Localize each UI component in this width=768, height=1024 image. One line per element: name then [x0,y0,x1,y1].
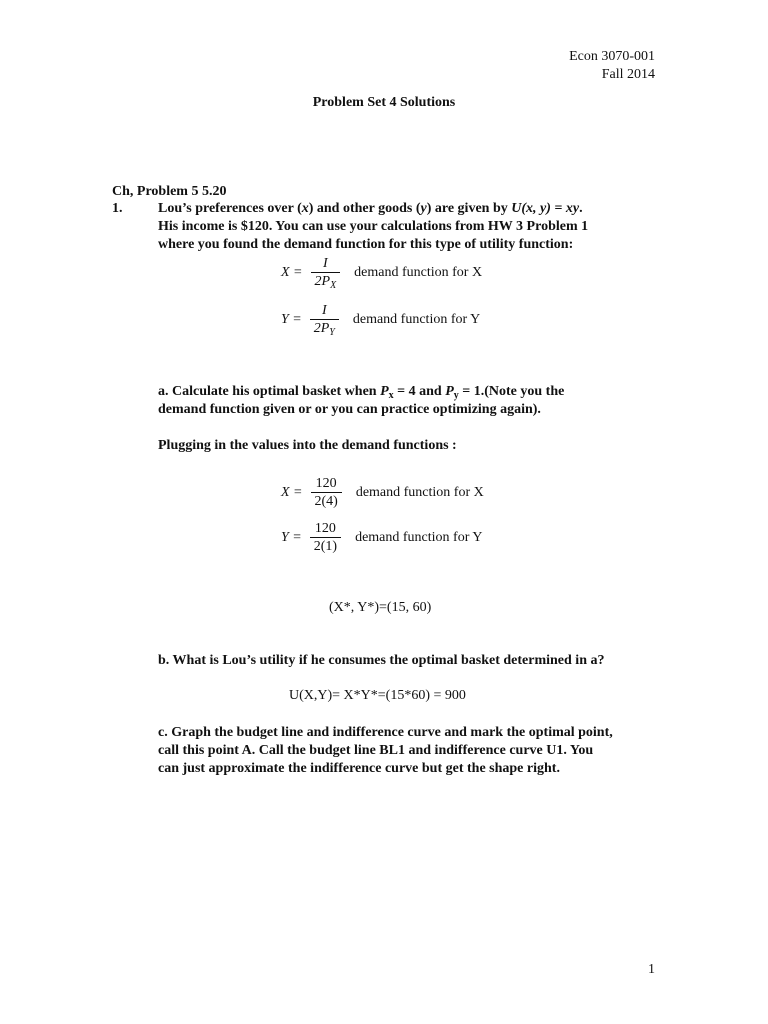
numeric-equation-y [281,521,482,555]
course-code: Econ 3070-001 [569,49,655,64]
part-a-line-1-mid: = 4 and [393,384,446,399]
part-a-line-2: demand function given or or you can practice optimizing again). [158,402,541,417]
price-x-subscript: x [388,390,394,401]
part-a-line-1-pre: a. Calculate his optimal basket when [158,384,381,399]
problem-number: 1. [112,201,123,216]
fraction [311,476,342,510]
price-y-symbol: P [445,384,454,399]
page-title: Problem Set 4 Solutions [312,95,456,110]
part-c-line-2: call this point A. Call the budget line BL1 and indifference curve U1. You [158,743,594,758]
denominator-base: 2P [313,321,330,336]
fraction-denominator [310,319,339,337]
fraction-numerator: 120 [315,476,337,491]
var-x: x [301,201,309,216]
price-y [445,384,459,399]
part-a-line-1 [158,383,564,401]
part-b-question: b. What is Lou’s utility if he consumes the optimal basket determined in a? [158,653,605,668]
utility-function: U(x, y) = xy [511,201,580,216]
denominator-subscript: Y [329,327,335,338]
equation-lhs: Y = [281,312,302,327]
page-number: 1 [648,962,655,977]
demand-equation-y [281,303,480,337]
price-x-symbol: P [380,384,389,399]
equation-lhs: X = [281,485,303,500]
part-a-line-1-post: = 1.(Note you the [458,384,565,399]
course-header [569,48,655,84]
equation-description: demand function for Y [355,530,483,545]
fraction-denominator [311,272,341,290]
problem-line-2: His income is $120. You can use your calculations from HW 3 Problem 1 [158,219,589,234]
demand-equation-x [281,256,482,290]
course-term: Fall 2014 [601,67,655,82]
chapter-line: Ch, Problem 5 5.20 [112,184,227,199]
fraction-numerator: I [321,303,327,318]
part-b-answer: U(X,Y)= X*Y*=(15*60) = 900 [289,688,466,703]
equation-description: demand function for X [354,265,483,280]
equation-lhs: Y = [281,530,302,545]
problem-line-1-pre: Lou’s preferences over ( [158,201,302,216]
part-c-line-1: c. Graph the budget line and indifference curve and mark the optimal point, [158,725,613,740]
problem-line-1 [158,200,658,218]
price-y-subscript: y [453,390,459,401]
fraction-denominator: 2(1) [310,537,341,555]
denominator-subscript: X [330,280,337,291]
equation-description: demand function for X [355,485,484,500]
fraction-numerator: 120 [314,521,336,536]
plugging-text: Plugging in the values into the demand functions : [158,438,457,453]
problem-line-1-post: ) are given by [426,201,512,216]
fraction-numerator: I [323,256,328,271]
fraction [311,256,341,290]
var-y: y [420,201,427,216]
part-a-question [158,383,564,419]
optimal-basket-result: (X*, Y*)=(15, 60) [329,600,432,615]
numeric-equation-x [281,476,484,510]
fraction [310,303,339,337]
problem-line-1-mid: ) and other goods ( [308,201,421,216]
part-c-question [158,724,613,778]
denominator-base: 2P [314,274,331,289]
equation-description: demand function for Y [352,312,481,327]
problem-statement [158,200,658,254]
fraction-denominator: 2(4) [311,492,342,510]
fraction [310,521,341,555]
price-x [380,384,394,399]
part-c-line-3: can just approximate the indifference curve but get the shape right. [158,761,560,776]
problem-line-1-end: . [579,201,583,216]
problem-line-3: where you found the demand function for this type of utility function: [158,237,574,252]
equation-lhs: X = [281,265,303,280]
